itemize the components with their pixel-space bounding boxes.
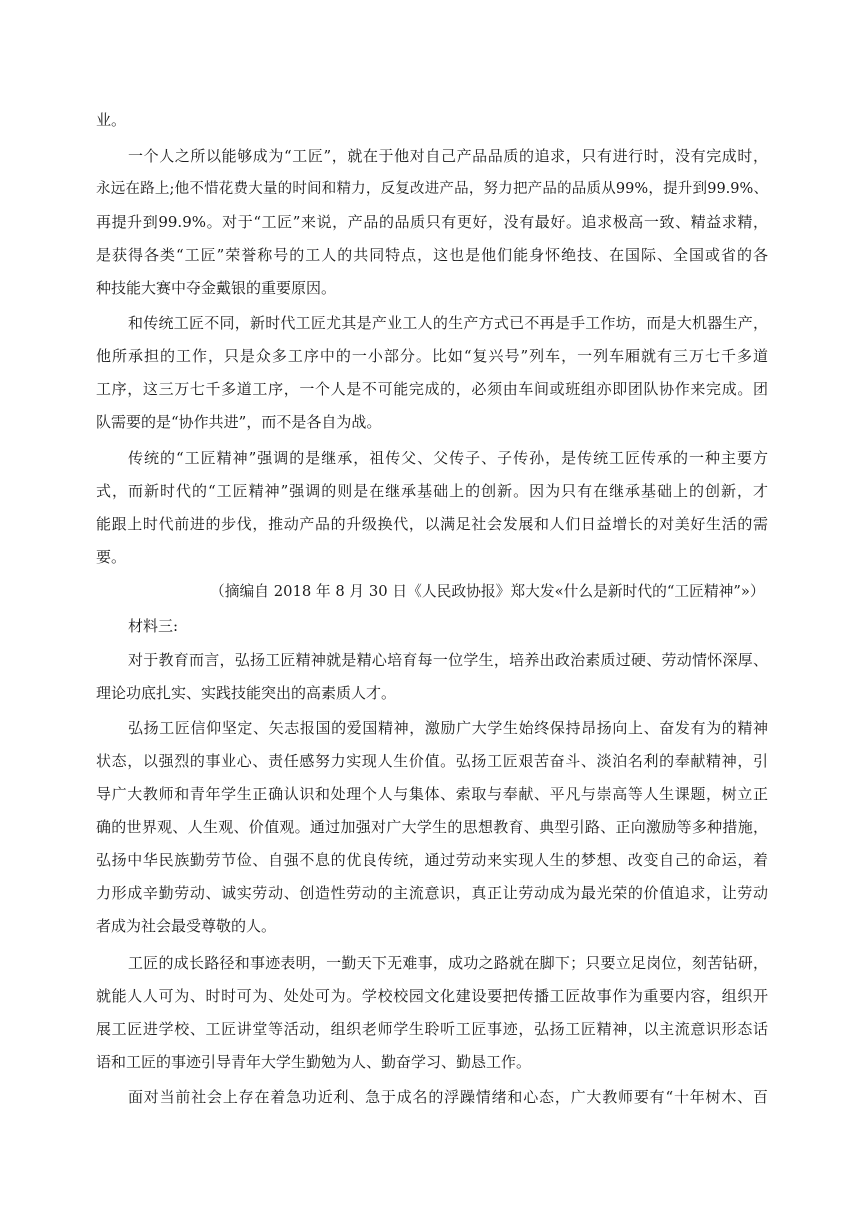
text-line: 工序，这三万七千多道工序，一个人是不可能完成的，必须由车间或班组亦即团队协作来完成。团 xyxy=(96,380,768,398)
text-line: 要。 xyxy=(96,548,127,566)
text-line: 对于教育而言，弘扬工匠精神就是精心培育每一位学生，培养出政治素质过硬、劳动情怀深厚、 xyxy=(128,651,768,669)
text-line: 永远在路上;他不惜花费大量的时间和精力，反复改进产品，努力把产品的品质从99%，提升到99.9%、 xyxy=(96,181,768,197)
text-line: 传统的“工匠精神”强调的是继承，祖传父、父传子、子传孙，是传统工匠传承的一种主要方 xyxy=(128,449,768,467)
text-line: 力形成辛勤劳动、诚实劳动、创造性劳动的主流意识，真正让劳动成为最光荣的价值追求，让劳动 xyxy=(96,884,768,902)
text-line: 和传统工匠不同，新时代工匠尤其是产业工人的生产方式已不再是手工作坊，而是大机器生产， xyxy=(128,314,768,332)
text-line: 他所承担的工作，只是众多工序中的一小部分。比如“复兴号”列车，一列车厢就有三万七千多道 xyxy=(96,347,768,365)
text-line: 能跟上时代前进的步伐，推动产品的升级换代，以满足社会发展和人们日益增长的对美好生活的需 xyxy=(96,515,768,533)
text-line: 导广大教师和青年学生正确认识和处理个人与集体、索取与奉献、平凡与崇高等人生课题，树立正 xyxy=(96,785,768,803)
text-line: 是获得各类“工匠”荣誉称号的工人的共同特点，这也是他们能身怀绝技、在国际、全国或省的各 xyxy=(96,246,768,264)
text-line: 展工匠进学校、工匠讲堂等活动，组织老师学生聆听工匠事迹，弘扬工匠精神，以主流意识形态话 xyxy=(96,1020,768,1038)
text-line: 再提升到99.9%。对于“工匠”来说，产品的品质只有更好，没有最好。追求极高一致、精益求精， xyxy=(96,213,768,231)
text-line: 业。 xyxy=(96,111,127,129)
text-line: 工匠的成长路径和事迹表明，一勤天下无难事，成功之路就在脚下；只要立足岗位，刻苦钻研， xyxy=(128,954,768,972)
text-line: 者成为社会最受尊敬的人。 xyxy=(96,917,277,935)
text-line: 语和工匠的事迹引导青年大学生勤勉为人、勤奋学习、勤恳工作。 xyxy=(96,1053,532,1071)
text-line: 状态，以强烈的事业心、责任感努力实现人生价值。弘扬工匠艰苦奋斗、淡泊名利的奉献精神，引 xyxy=(96,752,768,770)
text-line: 种技能大赛中夺金戴银的重要原因。 xyxy=(96,279,337,297)
text-line: 弘扬中华民族勤劳节俭、自强不息的优良传统，通过劳动来实现人生的梦想、改变自己的命运，着 xyxy=(96,851,768,869)
source-citation: （摘编自 2018 年 8 月 30 日《人民政协报》郑大发«什么是新时代的“工匠精神”»） xyxy=(210,583,765,600)
text-line: 就能人人可为、时时可为、处处可为。学校校园文化建设要把传播工匠故事作为重要内容，组织开 xyxy=(96,987,768,1005)
text-line: 理论功底扎实、实践技能突出的高素质人才。 xyxy=(96,684,397,702)
text-line: 面对当前社会上存在着急功近利、急于成名的浮躁情绪和心态，广大教师要有“十年树木、百 xyxy=(128,1088,768,1106)
text-line: 队需要的是“协作共进”，而不是各自为战。 xyxy=(96,413,382,431)
text-line: 弘扬工匠信仰坚定、矢志报国的爱国精神，激励广大学生始终保持昂扬向上、奋发有为的精神 xyxy=(128,719,768,737)
text-line: 一个人之所以能够成为“工匠”，就在于他对自己产品品质的追求，只有进行时，没有完成时， xyxy=(128,147,768,165)
section-heading: 材料三: xyxy=(128,617,179,635)
text-line: 式，而新时代的“工匠精神”强调的则是在继承基础上的创新。因为只有在继承基础上的创新，才 xyxy=(96,482,768,500)
text-line: 确的世界观、人生观、价值观。通过加强对广大学生的思想教育、典型引路、正向激励等多种措施， xyxy=(96,818,768,836)
